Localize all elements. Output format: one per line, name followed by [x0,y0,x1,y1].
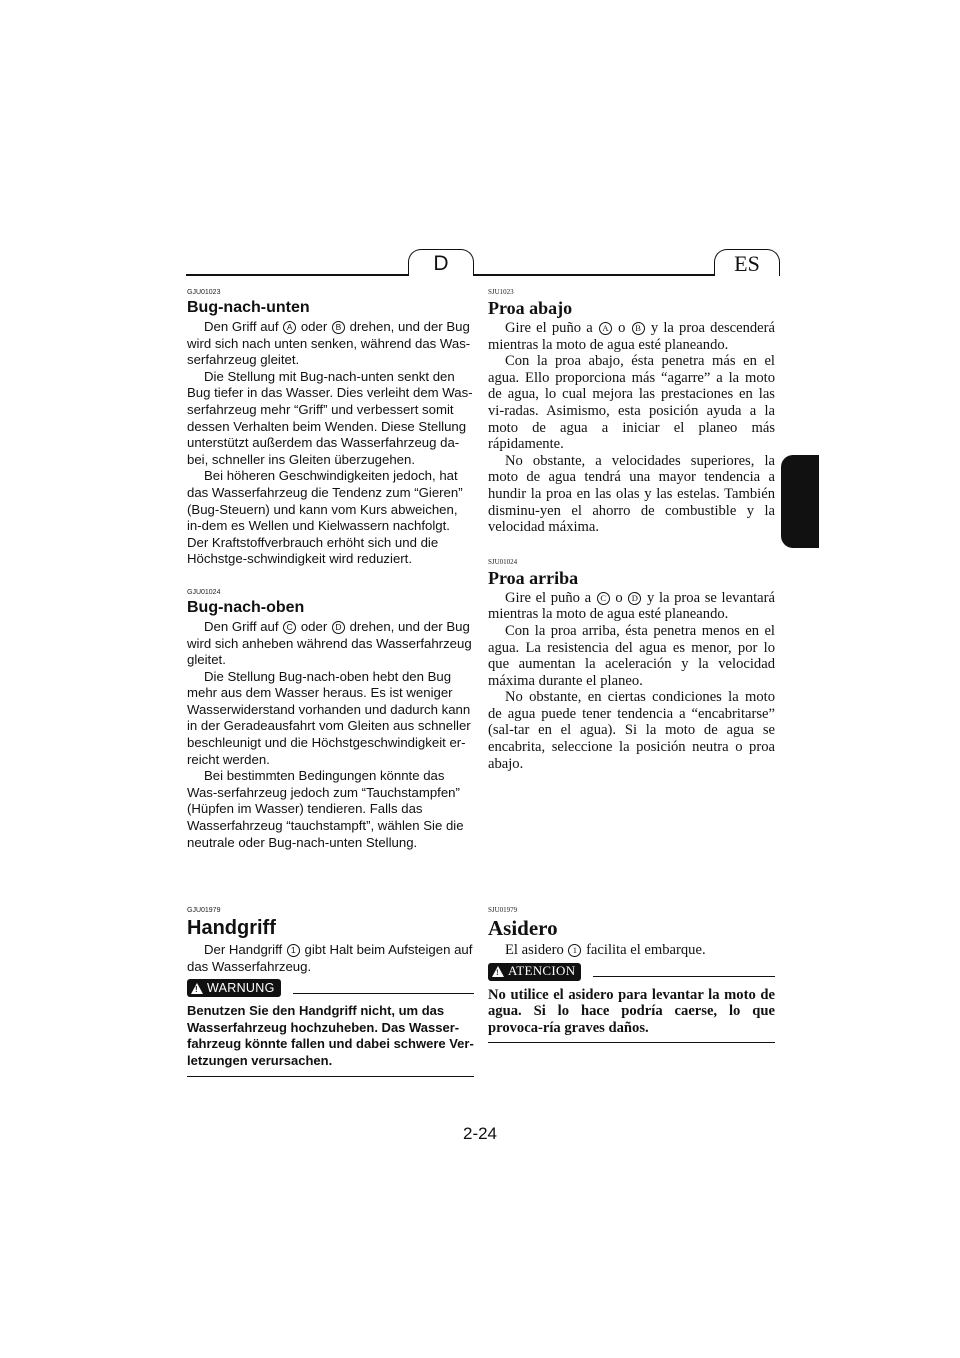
paragraph: Con la proa arriba, ésta penetra menos en el agua. La resistencia del agua es menor, por lo que aumentan la aceleración y la velocidad máxima durante el planeo. [488,622,775,689]
warning-header [488,963,775,981]
warning-rule [593,976,775,977]
section-code: GJU01023 [187,289,221,296]
warning-triangle-icon: ! [492,966,504,977]
section-bug-nach-oben [187,588,474,851]
section-proa-arriba [488,558,775,773]
paragraph: Den Griff auf A oder B drehen, und der Bug wird sich nach unten senken, während das Was-serfahrzeug gleitet. [187,319,471,368]
german-column-bottom [187,906,474,1077]
paragraph: No obstante, en ciertas condiciones la moto de agua puede tener tendencia a “encabritarse” (sal-tar en el agua). Si la moto de agua se encabrita, seleccione la posición neutra o proa abajo. [488,689,775,772]
section-title: Asidero [488,916,558,940]
marker-d-icon: D [628,592,641,605]
section-asidero [488,906,775,1043]
section-title: Proa abajo [488,298,573,318]
marker-b-icon: B [332,321,345,334]
warning-header [187,979,474,997]
marker-1-icon: 1 [568,944,581,957]
spanish-column-bottom [488,906,775,1043]
page-number: 2-24 [462,1124,498,1143]
paragraph: Bei bestimmten Bedingungen könnte das Was-serfahrzeug jedoch zum “Tauchstampfen” (Hüpfen im Wasser) tendieren. Falls das Wasserfahrzeug “tauchstampft”, wählen Sie die neutrale oder Bug-nach-unten Stellung. [187,768,464,850]
warning-text: Benutzen Sie den Handgriff nicht, um das Wasserfahrzeug hochzuheben. Das Wasser-fahrzeug könnte fallen und dabei schwere Ver-letzungen verursachen. [187,1003,474,1076]
marker-b-icon: B [632,322,645,335]
section-code: SJU01024 [488,557,518,566]
marker-d-icon: D [332,621,345,634]
marker-c-icon: C [597,592,610,605]
warning-text: No utilice el asidero para levantar la moto de agua. Si lo hace podría caerse, lo que provoca-ría graves daños. [488,987,775,1044]
section-code: SJU1023 [488,288,514,296]
section-proa-abajo [488,288,775,536]
paragraph: Con la proa abajo, ésta penetra más en el agua. Ello proporciona más “agarre” a la moto de agua, lo cual mejora las prestaciones en las vi-radas. Asimismo, esta posición ayuda a la moto de agua a iniciar el planeo más rápidamente. [488,353,775,453]
paragraph: Den Griff auf C oder D drehen, und der Bug wird sich anheben während das Wasserfahrzeug gleitet. [187,618,472,668]
paragraph: Die Stellung mit Bug-nach-unten senkt den Bug tiefer in das Wasser. Dies verleiht dem Was-serfahrzeug mehr “Griff” und verbessert somit dessen Verhalten beim Wenden. Diese Stellung unterstützt außerdem das Wasserfahrzeug da-bei, schneller ins Gleiten überzugehen. [187,368,473,467]
language-tab-german: D [408,249,474,276]
section-title: Proa arriba [488,567,579,588]
warning-badge: ! WARNUNG [187,979,281,997]
warning-badge: ! ATENCION [488,963,581,981]
marker-1-icon: 1 [287,944,300,957]
warning-triangle-icon: ! [191,983,203,994]
section-code: SJU01979 [488,906,518,914]
marker-a-icon: A [283,321,296,334]
section-handgriff [187,906,474,1077]
section-title: Handgriff [187,917,276,939]
marker-a-icon: A [599,322,612,335]
paragraph: Der Handgriff 1 gibt Halt beim Aufsteigen auf das Wasserfahrzeug. [187,942,473,974]
paragraph: No obstante, a velocidades superiores, la moto de agua tendrá una mayor tendencia a hundir la proa en las olas y las estelas. También disminu-yen el ahorro de combustible y la velocidad máxima. [488,452,775,536]
warning-rule [293,993,474,994]
paragraph: El asidero 1 facilita el embarque. [505,942,706,958]
section-bug-nach-unten [187,288,474,568]
language-tab-spanish: ES [714,249,780,276]
marker-c-icon: C [283,621,296,634]
section-title: Bug-nach-unten [187,299,310,316]
chapter-thumb-tab [781,455,819,548]
spanish-column-top [488,288,775,772]
section-title: Bug-nach-oben [187,598,305,616]
german-column-top [187,288,474,851]
paragraph: Gire el puño a A o B y la proa descenderá mientras la moto de agua esté planeando. [488,320,775,353]
section-code: GJU01979 [187,907,221,914]
paragraph: Die Stellung Bug-nach-oben hebt den Bug mehr aus dem Wasser heraus. Es ist weniger Wasserwiderstand vorhanden und dadurch kann in der Geradeausfahrt vom Gleiten aus schneller beschleunigt und die Höchstgeschwindigkeit er-reicht werden. [187,668,471,767]
paragraph: Gire el puño a C o D y la proa se levantará mientras la moto de agua esté planeando. [488,589,775,623]
paragraph: Bei höheren Geschwindigkeiten jedoch, hat das Wasserfahrzeug die Tendenz zum “Gieren” (Bug-Steuern) und kann vom Kurs abweichen, in-dem es Wellen und Kielwassern nachfolgt. Der Kraftstoffverbrauch erhöht sich und die Höchstge-schwindigkeit wird reduziert. [187,468,463,567]
header-rule [186,274,775,276]
section-code: GJU01024 [187,588,221,596]
